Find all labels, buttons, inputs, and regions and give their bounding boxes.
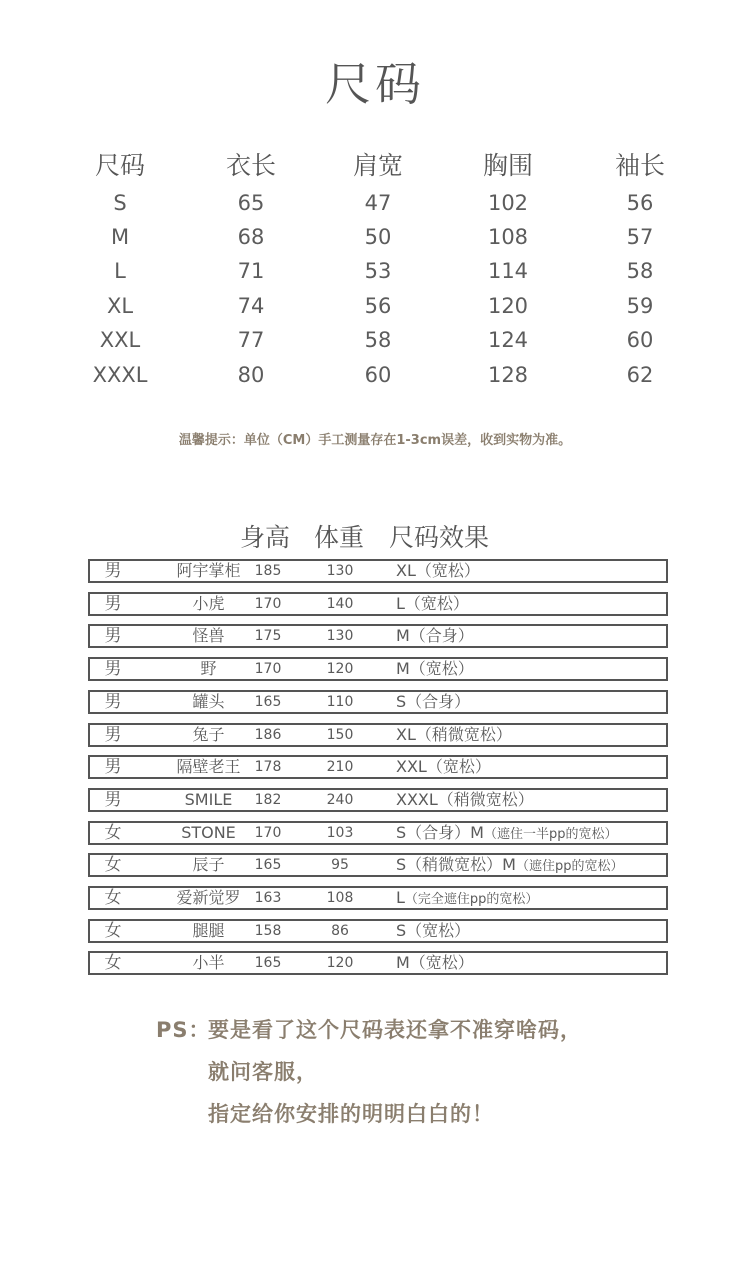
reference-gender: 男: [104, 594, 122, 614]
reference-name: 野: [200, 659, 217, 678]
reference-height: 165: [254, 955, 282, 971]
size-cell-chest: 114: [487, 259, 529, 283]
reference-gender: 女: [104, 823, 122, 843]
reference-name: 小虎: [192, 594, 225, 613]
reference-effect-main: S（合身）M: [396, 823, 484, 842]
reference-gender: 男: [104, 757, 122, 777]
reference-effect-main: S（稍微宽松）M: [396, 855, 516, 874]
reference-name: 小半: [192, 953, 225, 972]
reference-weight: 210: [326, 759, 354, 775]
size-cell-size: XL: [106, 294, 134, 318]
size-header-chest: 胸围: [482, 151, 533, 180]
reference-name: 爱新觉罗: [176, 888, 241, 907]
reference-effect-main: XL（宽松）: [396, 561, 480, 580]
size-cell-sleeve: 60: [626, 328, 654, 352]
reference-effect-main: XXXL（稍微宽松）: [396, 790, 534, 809]
reference-effect-main: L（宽松）: [396, 594, 469, 613]
reference-effect-note: （遮住pp的宽松）: [515, 859, 624, 874]
size-header-length: 衣长: [225, 151, 276, 180]
reference-row: [88, 755, 668, 779]
size-header-size: 尺码: [94, 151, 145, 180]
reference-height: 163: [254, 890, 282, 906]
tip-note: 温馨提示：单位（CM）手工测量存在1-3cm误差，收到实物为准。: [178, 433, 572, 448]
reference-row: [88, 624, 668, 648]
reference-gender: 男: [104, 561, 122, 581]
ps-line-1: 要是看了这个尺码表还拿不准穿啥码，: [208, 1018, 582, 1042]
size-cell-chest: 108: [487, 225, 529, 249]
reference-name: SMILE: [184, 790, 233, 809]
size-cell-chest: 120: [487, 294, 529, 318]
size-cell-size: M: [110, 225, 130, 249]
reference-size-effect: [396, 594, 469, 614]
reference-effect-main: M（宽松）: [396, 953, 474, 972]
reference-weight: 108: [326, 890, 354, 906]
reference-size-effect: [396, 823, 617, 843]
reference-weight: 140: [326, 596, 354, 612]
reference-height: 182: [254, 792, 282, 808]
reference-height: 165: [254, 857, 282, 873]
reference-gender: 男: [104, 659, 122, 679]
reference-row: [88, 690, 668, 714]
size-cell-shoulder: 56: [364, 294, 392, 318]
reference-size-effect: [396, 921, 470, 941]
reference-size-effect: [396, 855, 623, 875]
reference-size-effect: [396, 659, 474, 679]
reference-weight: 95: [331, 857, 349, 873]
size-cell-chest: 102: [487, 191, 529, 215]
reference-effect-main: L: [396, 888, 405, 907]
size-cell-shoulder: 50: [364, 225, 392, 249]
reference-gender: 女: [104, 921, 122, 941]
reference-weight: 240: [326, 792, 354, 808]
reference-size-effect: [396, 692, 470, 712]
reference-name: 怪兽: [192, 626, 225, 645]
reference-height: 170: [254, 661, 282, 677]
reference-row: [88, 723, 668, 747]
size-cell-sleeve: 62: [626, 363, 654, 387]
reference-height: 158: [254, 923, 282, 939]
reference-weight: 130: [326, 563, 354, 579]
reference-name: 辰子: [192, 855, 225, 874]
reference-size-effect: [396, 757, 491, 777]
reference-row: [88, 886, 668, 910]
reference-weight: 103: [326, 825, 354, 841]
reference-gender: 女: [104, 953, 122, 973]
reference-weight: 110: [326, 694, 354, 710]
size-cell-length: 65: [237, 191, 265, 215]
size-cell-shoulder: 47: [364, 191, 392, 215]
reference-height: 170: [254, 825, 282, 841]
reference-name: 隔壁老王: [176, 757, 241, 776]
size-cell-size: S: [113, 191, 127, 215]
reference-effect-note: （完全遮住pp的宽松）: [404, 892, 539, 907]
reference-row: [88, 951, 668, 975]
reference-height: 185: [254, 563, 282, 579]
reference-gender: 男: [104, 725, 122, 745]
reference-size-effect: [396, 725, 512, 745]
reference-weight: 120: [326, 661, 354, 677]
size-header-shoulder: 肩宽: [352, 151, 403, 180]
reference-height: 186: [254, 727, 282, 743]
reference-name: 罐头: [192, 692, 225, 711]
size-cell-chest: 128: [487, 363, 529, 387]
header-weight: 体重: [314, 523, 365, 552]
reference-gender: 女: [104, 855, 122, 875]
size-cell-sleeve: 56: [626, 191, 654, 215]
reference-size-effect: [396, 561, 480, 581]
reference-effect-main: XXL（宽松）: [396, 757, 491, 776]
reference-gender: 女: [104, 888, 122, 908]
size-cell-size: XXXL: [92, 363, 148, 387]
size-cell-length: 71: [237, 259, 265, 283]
reference-effect-main: M（合身）: [396, 626, 474, 645]
reference-gender: 男: [104, 692, 122, 712]
reference-height: 175: [254, 628, 282, 644]
size-cell-shoulder: 53: [364, 259, 392, 283]
reference-weight: 150: [326, 727, 354, 743]
size-cell-sleeve: 58: [626, 259, 654, 283]
reference-size-effect: [396, 888, 538, 908]
reference-effect-main: XL（稍微宽松）: [396, 725, 512, 744]
reference-size-effect: [396, 790, 534, 810]
page-title: 尺码: [325, 57, 425, 111]
size-header-sleeve: 袖长: [614, 151, 665, 180]
size-cell-chest: 124: [487, 328, 529, 352]
size-cell-length: 77: [237, 328, 265, 352]
reference-effect-main: S（合身）: [396, 692, 471, 711]
reference-row: [88, 559, 668, 583]
reference-size-effect: [396, 953, 474, 973]
ps-line-3: 指定给你安排的明明白白的！: [208, 1102, 494, 1126]
reference-row: [88, 853, 668, 877]
reference-gender: 男: [104, 790, 122, 810]
header-height: 身高: [240, 523, 291, 552]
size-cell-sleeve: 57: [626, 225, 654, 249]
size-cell-size: L: [114, 259, 126, 283]
ps-line-2: 就问客服，: [208, 1060, 318, 1084]
reference-weight: 120: [326, 955, 354, 971]
reference-size-effect: [396, 626, 474, 646]
reference-weight: 86: [331, 923, 349, 939]
size-cell-length: 80: [237, 363, 265, 387]
header-size-effect: 尺码效果: [389, 523, 490, 552]
ps-label: PS：: [156, 1018, 211, 1042]
reference-effect-note: （遮住一半pp的宽松）: [483, 827, 618, 842]
size-cell-length: 68: [237, 225, 265, 249]
size-cell-length: 74: [237, 294, 265, 318]
reference-weight: 130: [326, 628, 354, 644]
size-cell-size: XXL: [99, 328, 141, 352]
reference-row: [88, 821, 668, 845]
reference-name: STONE: [181, 823, 236, 842]
reference-effect-main: S（宽松）: [396, 921, 471, 940]
reference-row: [88, 919, 668, 943]
size-cell-sleeve: 59: [626, 294, 654, 318]
reference-row: [88, 657, 668, 681]
reference-height: 165: [254, 694, 282, 710]
reference-height: 178: [254, 759, 282, 775]
reference-name: 腿腿: [192, 921, 225, 940]
reference-height: 170: [254, 596, 282, 612]
reference-row: [88, 788, 668, 812]
reference-name: 阿宇掌柜: [176, 561, 241, 580]
reference-row: [88, 592, 668, 616]
reference-effect-main: M（宽松）: [396, 659, 474, 678]
reference-gender: 男: [104, 626, 122, 646]
size-cell-shoulder: 60: [364, 363, 392, 387]
reference-name: 兔子: [192, 725, 225, 744]
size-cell-shoulder: 58: [364, 328, 392, 352]
